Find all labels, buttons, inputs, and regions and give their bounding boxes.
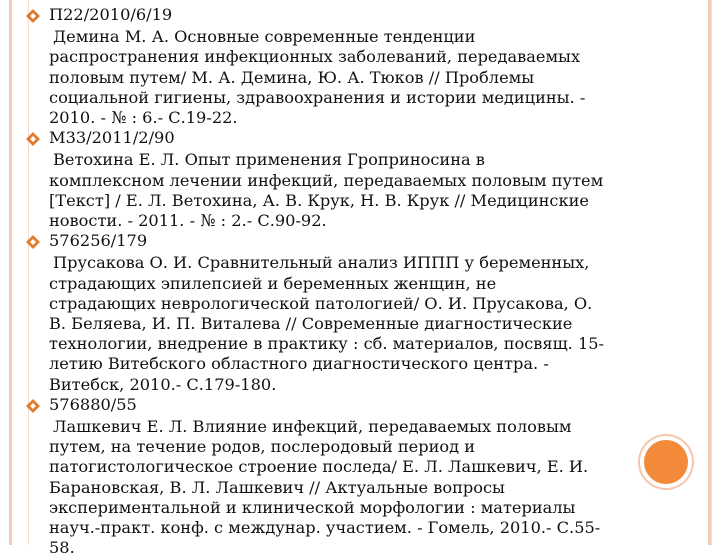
reference-line: Витебск, 2010.- С.179-180.	[49, 374, 277, 394]
shelf-code: П22/2010/6/19	[49, 5, 173, 24]
reference-line: экспериментальной и клинической морфологии : материалы	[49, 497, 576, 517]
reference-line: В. Беляева, И. П. Виталева // Современные диагностические	[49, 314, 573, 334]
reference-line: Барановская, В. Л. Лашкевич // Актуальные вопросы	[49, 477, 505, 497]
shelf-code: 576880/55	[49, 394, 137, 414]
reference-line: летию Витебского областного диагностического центра. -	[49, 354, 549, 374]
reference-line: Ветохина Е. Л. Опыт применения Гроприносина в	[53, 150, 485, 170]
diamond-bullet-icon	[25, 398, 41, 414]
diamond-bullet-icon	[25, 131, 41, 147]
bibliography-entry-1	[25, 5, 645, 128]
bibliography-entry-3	[25, 231, 645, 395]
reference-line: Прусакова О. И. Сравнительный анализ ИППП у беременных,	[53, 253, 590, 273]
reference-line: 2010. - № : 6.- С.19-22.	[49, 108, 238, 128]
reference-line: Лашкевич Е. Л. Влияние инфекций, передаваемых половым	[53, 417, 572, 437]
reference-line: комплексном лечении инфекций, передаваемых половым путем	[49, 170, 604, 190]
reference-line: страдающих эпилепсией и беременных женщин, не	[49, 273, 497, 293]
reference-line: социальной гигиены, здравоохранения и истории медицины. -	[49, 87, 586, 107]
bibliography-entry-2	[25, 128, 645, 231]
bibliography-list	[25, 5, 645, 558]
diamond-bullet-icon	[25, 8, 41, 24]
reference-text	[25, 253, 645, 394]
shelf-code: 576256/179	[49, 231, 148, 251]
reference-line: технологии, внедрение в практику : сб. материалов, посвящ. 15-	[49, 334, 605, 354]
reference-line: патогистологическое строение последа/ Е. Л. Лашкевич, Е. И.	[49, 457, 589, 477]
reference-line: страдающих неврологической патологией/ О. И. Прусакова, О.	[49, 293, 593, 313]
reference-line: путем, на течение родов, послеродовый период и	[49, 437, 476, 457]
orange-circle-icon	[644, 440, 688, 484]
reference-line: [Текст] / Е. Л. Ветохина, А. В. Крук, Н. В. Крук // Медицинские	[49, 190, 589, 210]
bibliography-entry-4	[25, 395, 645, 558]
diamond-bullet-icon	[25, 234, 41, 250]
reference-line: науч.-практ. конф. с междунар. участием. - Гомель, 2010.- С.55-	[49, 518, 601, 538]
reference-line: половым путем/ М. А. Демина, Ю. А. Тюков // Проблемы	[49, 67, 535, 87]
reference-text	[25, 417, 645, 558]
reference-line: 58.	[49, 538, 75, 558]
reference-line: распространения инфекционных заболеваний, передаваемых	[49, 47, 581, 67]
reference-text	[25, 150, 645, 231]
shelf-code: М33/2011/2/90	[49, 128, 175, 148]
reference-line: новости. - 2011. - № : 2.- С.90-92.	[49, 211, 327, 231]
reference-line: Демина М. А. Основные современные тенденции	[53, 27, 476, 47]
reference-text	[25, 27, 645, 128]
